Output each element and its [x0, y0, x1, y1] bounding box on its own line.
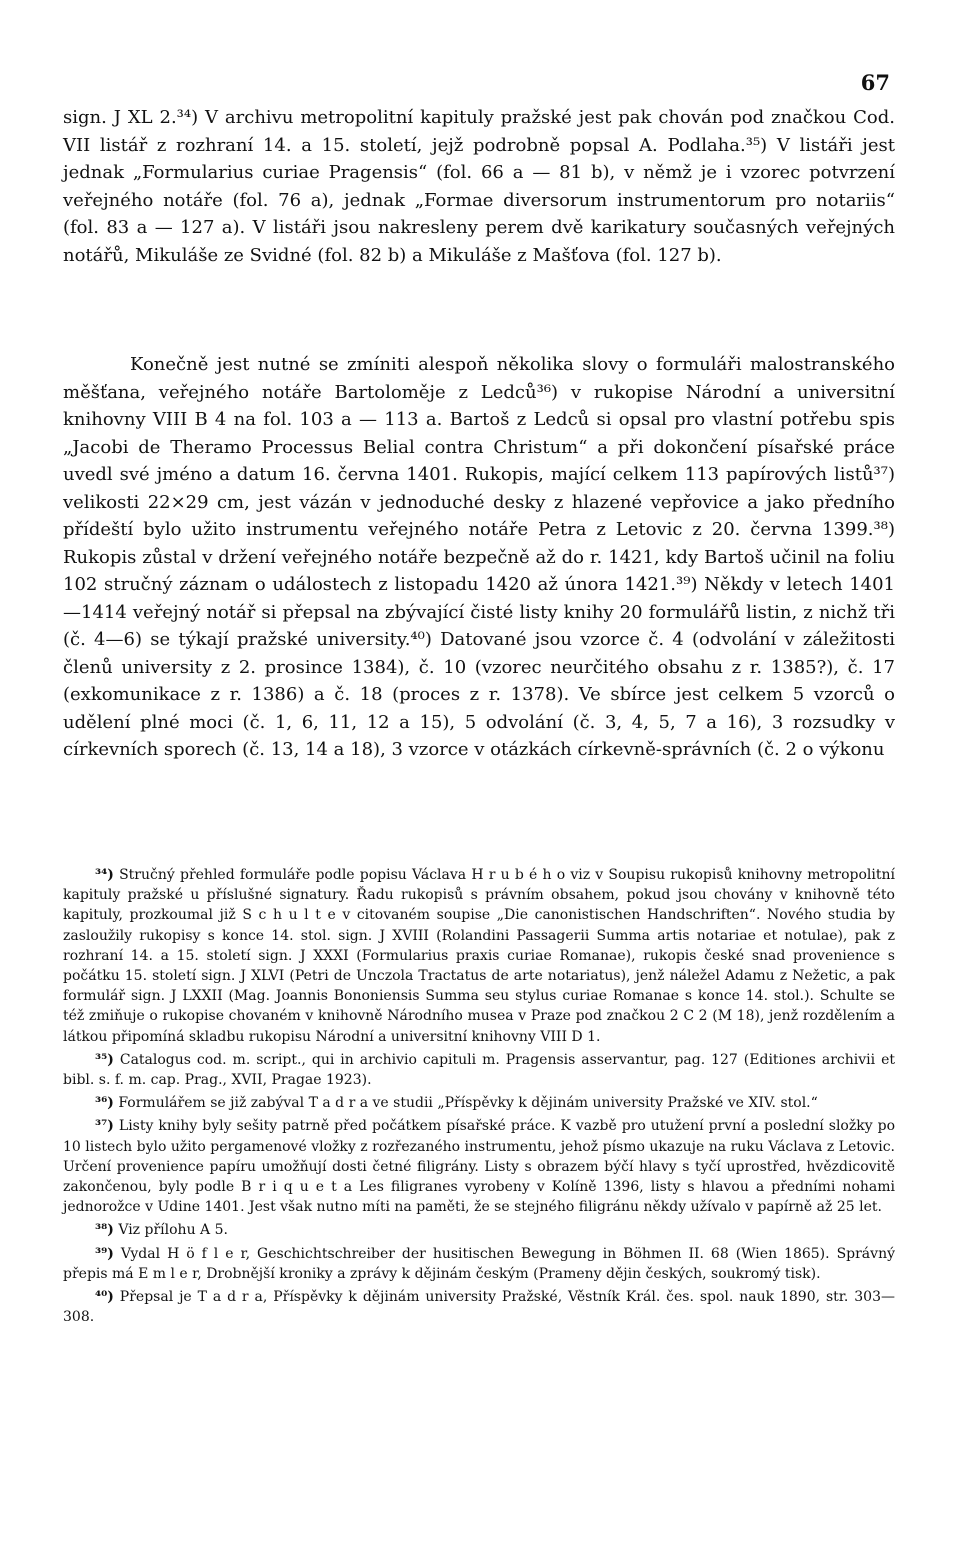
footnote-mark: ³⁹)	[95, 1245, 114, 1262]
footnote-mark: ³⁸)	[95, 1222, 114, 1239]
footnote-text: Catalogus cod. m. script., qui in archivio capituli m. Pragensis asservantur, pag. 127 (Editiones archivii et bibl. s. f. m. cap. Prag., XVII, Pragae 1923).	[63, 1051, 895, 1089]
footnote	[63, 1220, 895, 1240]
footnotes-section	[63, 865, 895, 1330]
footnote	[63, 1116, 895, 1217]
body-paragraph	[63, 104, 895, 269]
footnote-mark: ⁴⁰)	[95, 1289, 114, 1306]
footnote-text: Viz přílohu A 5.	[118, 1222, 228, 1239]
footnote-mark: ³⁵)	[95, 1051, 114, 1068]
footnote-text: Formulářem se již zabýval T a d r a ve studii „Příspěvky k dějinám university Pražské ve XIV. stol.“	[118, 1095, 818, 1112]
footnote-mark: ³⁶)	[95, 1095, 114, 1112]
footnote-mark: ³⁴)	[95, 867, 114, 883]
footnote	[63, 1287, 895, 1327]
paragraph-text: Konečně jest nutné se zmíniti alespoň několika slovy o formuláři malostranského měšťana, veřejného notáře Bartoloměje z Ledců³⁶) v rukopise Národní a universitní knihovny VIII B 4 na fol. 103 a — 113 a. Bartoš z Ledců si opsal pro vlastní potřebu spis „Jacobi de Theramo Processus Belial contra Christum“ a při dokončení písařské práce uvedl své jméno a datum 16. června 1401. Rukopis, mající celkem 113 papírových listů³⁷) velikosti 22×29 cm, jest vázán v jednoduché desky z hlazené vepřovice a jako předního přídeští bylo užito instrumentu veřejného notáře Petra z Letovic z 20. června 1399.³⁸) Rukopis zůstal v držení veřejného notáře bezpečně až do r. 1421, kdy Bartoš učinil na foliu 102 stručný záznam o událostech z listopadu 1420 až února 1421.³⁹) Někdy v letech 1401—1414 veřejný notář si přepsal na zbývající čisté listy knihy 20 formulářů listin, z nichž tři (č. 4—6) se týkají pražské university.⁴⁰) Datované jsou vzorce č. 4 (odvolání v záležitosti členů university z 2. prosince 1384), č. 10 (vzorec neurčitého obsahu z r. 1385?), č. 17 (exkomunikace z r. 1386) a č. 18 (proces z r. 1378). Ve sbírce jest celkem 5 vzorců o udělení plné moci (č. 1, 6, 11, 12 a 15), 5 odvolání (č. 3, 4, 5, 7 a 16), 3 rozsudky v církevních sporech (č. 13, 14 a 18), 3 vzorce v otázkách církevně-správních (č. 2 o výkonu	[63, 354, 895, 760]
footnote-text: Vydal H ö f l e r, Geschichtschreiber der husitischen Bewegung in Böhmen II. 68 (Wien 1865). Správný přepis má E m l e r, Drobnější kroniky a zprávy k dějinám českým (Prameny dějin českých, soukromý tisk).	[63, 1245, 895, 1282]
footnote-mark: ³⁷)	[95, 1118, 114, 1135]
footnote-text: Přepsal je T a d r a, Příspěvky k dějinám university Pražské, Věstník Král. čes. spol. nauk 1890, str. 303—308.	[63, 1289, 895, 1326]
page-number: 67	[860, 70, 890, 95]
footnote-text: Stručný přehled formuláře podle popisu Václava H r u b é h o viz v Soupisu rukopisů knihovny metropolitní kapituly pražské u příslušné signatury. Řadu rukopisů s právním obsahem, pokud jsou chovány v knihovně této kapituly, prozkoumal již S c h u l t e v citovaném soupise „Die canonistischen Handschriften“. Nového studia by zasloužily rukopisy s konce 14. stol. sign. J XVIII (Rolandini Passagerii Summa artis notariae et notulae), pak z rozhraní 14. a 15. století sign. J XXXI (Formularius praxis curiae Romanae), rukopis české snad provenience s počátku 15. století sign. J XLVI (Petri de Unczola Tractatus de arte notariatus), jenž náležel Adamu z Nežetic, a pak formulář sign. J LXXII (Mag. Joannis Bononiensis Summa seu stylus curiae Romanae s konce 14. stol.). Schulte se též zmiňuje o rukopise chovaném v knihovně Národního musea v Praze pod značkou 2 C 2 (M 18), jenž rozdělením a látkou připomíná skladbu rukopisu Národní a universitní knihovny VIII D 1.	[63, 867, 895, 1045]
paragraph-text: sign. J XL 2.³⁴) V archivu metropolitní kapituly pražské jest pak chován pod značkou Cod. VII listář z rozhraní 14. a 15. století, jejž podrobně popsal A. Podlaha.³⁵) V listáři jest jednak „Formularius curiae Pragensis“ (fol. 66 a — 81 b), v němž je i vzorec potvrzení veřejného notáře (fol. 76 a), jednak „Formae diversorum instrumentorum pro notariis“ (fol. 83 a — 127 a). V listáři jsou nakresleny perem dvě karikatury současných veřejných notářů, Mikuláše ze Svidné (fol. 82 b) a Mikuláše z Mašťova (fol. 127 b).	[63, 107, 895, 266]
footnote	[63, 865, 895, 1047]
footnote	[63, 1244, 895, 1284]
body-paragraph	[63, 351, 895, 764]
footnote-text: Listy knihy byly sešity patrně před počátkem písařské práce. K vazbě pro utužení první a poslední složky po 10 listech bylo užito pergamenové vložky z rozřezaného instrumentu, jehož písmo ukazuje na ruku Václava z Letovic. Určení provenience papíru umožňují dosti četné filigrány. Listy s obrazem býčí hlavy s tyčí uprostřed, hvězdicovitě zakončenou, byly podle B r i q u e t a Les filigranes vyrobeny v Kolíně 1396, listy s hlavou a předními nohami jednorožce v Udine 1401. Jest však nutno míti na paměti, že se stejného filigránu někdy užívalo v papírně až 25 let.	[63, 1118, 896, 1216]
footnote	[63, 1050, 895, 1090]
footnote	[63, 1093, 895, 1113]
